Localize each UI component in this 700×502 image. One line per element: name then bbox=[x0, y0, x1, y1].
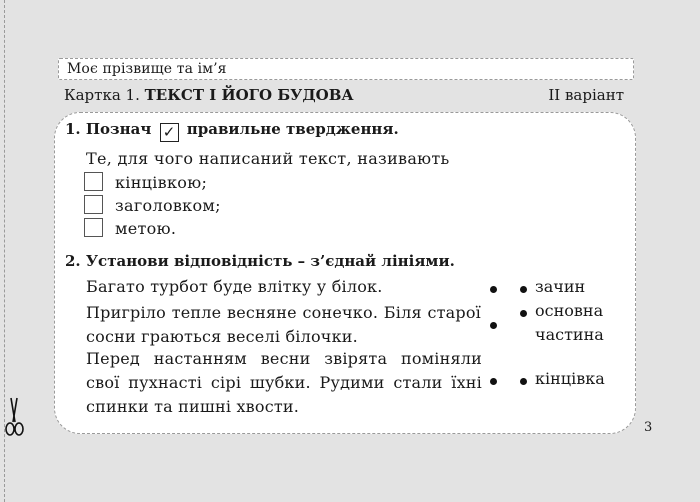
match-dot-right[interactable] bbox=[520, 286, 527, 293]
name-field-label: Моє прізвище та ім’я bbox=[67, 61, 227, 77]
scissors-icon bbox=[2, 394, 26, 440]
card-number: Картка 1. bbox=[64, 86, 140, 104]
match-dot-left[interactable] bbox=[490, 378, 497, 385]
task1-title-start: 1. Познач bbox=[65, 120, 152, 138]
task2-statement: Перед настанням весни звірята поміняли свої пухнасті сірі шубки. Рудими стали їхні спинки та пишні хвости. bbox=[86, 349, 482, 416]
page-number: 3 bbox=[644, 420, 653, 435]
match-dot-left[interactable] bbox=[490, 286, 497, 293]
variant-label: ІІ варіант bbox=[548, 86, 624, 104]
task1-title bbox=[65, 120, 399, 142]
answer-label: основна bbox=[535, 301, 604, 320]
option-checkbox[interactable] bbox=[84, 218, 103, 237]
task2-title: 2. Установи відповідність – з’єднай лініями. bbox=[65, 252, 455, 270]
option-label: метою. bbox=[115, 219, 177, 238]
match-dot-right[interactable] bbox=[520, 378, 527, 385]
match-dot-left[interactable] bbox=[490, 322, 497, 329]
task1-option[interactable] bbox=[84, 218, 176, 238]
card-topic: ТЕКСТ І ЙОГО БУДОВА bbox=[144, 86, 354, 104]
task1-option[interactable] bbox=[84, 195, 221, 215]
answer-label: зачин bbox=[535, 277, 586, 296]
card-header bbox=[64, 86, 630, 108]
task1-option[interactable] bbox=[84, 172, 207, 192]
task2-statement: Пригріло тепле весняне сонечко. Біля старої сосни граються веселі білочки. bbox=[86, 303, 481, 346]
match-dot-right[interactable] bbox=[520, 310, 527, 317]
card-title bbox=[64, 86, 354, 104]
answer-label: частина bbox=[535, 325, 604, 344]
name-field[interactable] bbox=[58, 58, 634, 80]
task2-statement: Багато турбот буде влітку у білок. bbox=[86, 277, 383, 296]
option-checkbox[interactable] bbox=[84, 172, 103, 191]
task1-stem: Те, для чого написаний текст, називають bbox=[86, 149, 450, 168]
task1-title-end: правильне твердження. bbox=[186, 120, 399, 138]
option-label: кінцівкою; bbox=[115, 173, 208, 192]
answer-label: кінцівка bbox=[535, 369, 605, 388]
option-checkbox[interactable] bbox=[84, 195, 103, 214]
option-label: заголовком; bbox=[115, 196, 221, 215]
check-mark-icon: ✓ bbox=[160, 123, 179, 142]
